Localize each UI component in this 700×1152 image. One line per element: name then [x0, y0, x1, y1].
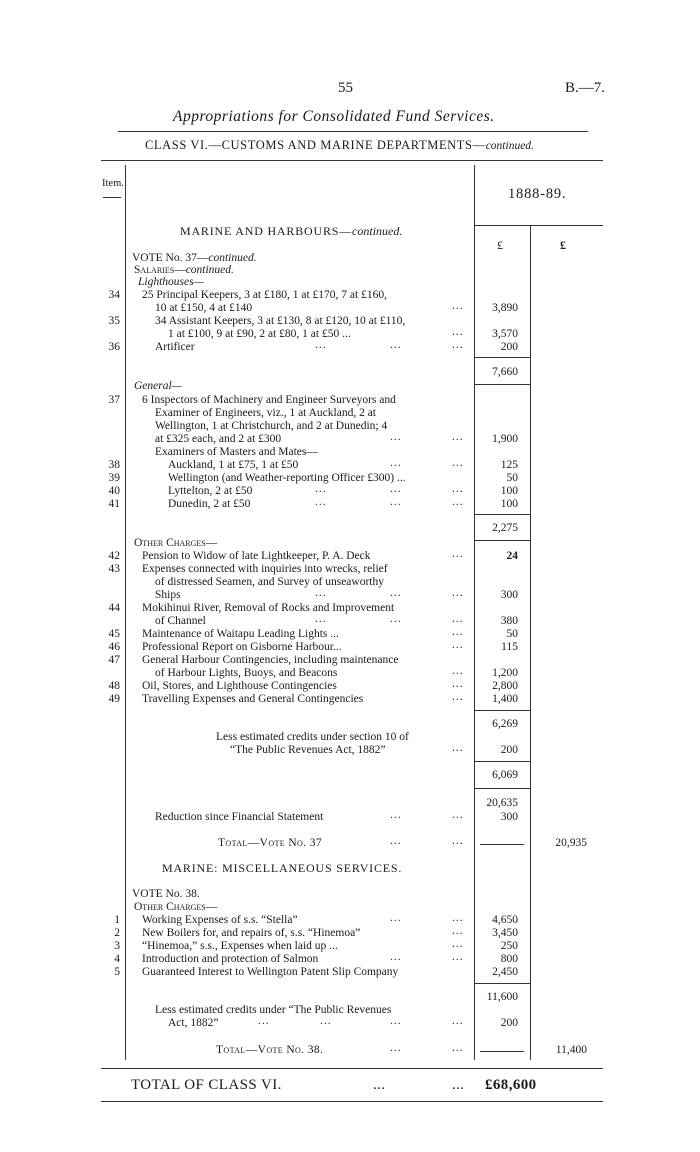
total-vote-37-label: Total—Vote No. 37 — [218, 837, 323, 849]
amount-cell: 24 — [506, 550, 518, 562]
less-credits-line2: “The Public Revenues Act, 1882” — [230, 744, 386, 756]
vote-37-continued: continued. — [208, 252, 257, 264]
entry-line: Auckland, 1 at £75, 1 at £50 — [168, 459, 299, 471]
leader-dots: ... — [452, 1042, 464, 1054]
leader-dots: ... — [452, 326, 464, 338]
item-number: 37 — [108, 394, 120, 406]
year-header-underline — [475, 225, 603, 226]
leader-dots: ... — [452, 587, 464, 599]
pound-sign-column1: £ — [497, 238, 503, 252]
leader-dots: ... — [390, 339, 402, 351]
entry-line: Dunedin, 2 at £50 — [168, 498, 251, 510]
amount-cell: 300 — [500, 589, 518, 601]
item-number: 5 — [114, 966, 120, 978]
leader-dots: ... — [390, 613, 402, 625]
entry-line: Introduction and protection of Salmon — [142, 953, 319, 965]
amount-cell: 50 — [506, 628, 518, 640]
general-heading: General— — [134, 380, 182, 392]
leader-dots: ... — [452, 809, 464, 821]
subtotal-rule — [475, 983, 530, 984]
leader-dots: ... — [452, 496, 464, 508]
amount-cell: 3,570 — [492, 328, 518, 340]
leader-dots: ... — [452, 912, 464, 924]
leader-dots: ... — [390, 1015, 402, 1027]
total-vote-38-label: Total—Vote No. 38. — [216, 1044, 324, 1056]
section-heading-text: MARINE AND HARBOURS— — [180, 224, 353, 238]
footer-top-rule — [101, 1068, 603, 1069]
document-reference: B.—7. — [565, 80, 606, 96]
leader-dots: ... — [452, 742, 464, 754]
item-number: 3 — [114, 940, 120, 952]
item-column-divider — [125, 165, 126, 1060]
entry-line: Artificer — [155, 341, 195, 353]
leader-dots: ... — [452, 431, 464, 443]
item-number: 40 — [108, 485, 120, 497]
item-number: 49 — [108, 693, 120, 705]
entry-line: General Harbour Contingencies, including maintenance — [142, 654, 399, 666]
subtotal-amount: 7,660 — [492, 366, 518, 378]
vote-38-heading: VOTE No. 38. — [132, 888, 200, 900]
class-total-amount: £68,600 — [485, 1077, 537, 1093]
year-column-header: 1888-89. — [508, 186, 567, 202]
class-heading-rule — [101, 160, 603, 161]
item-number: 39 — [108, 472, 120, 484]
entry-line: Mokihinui River, Removal of Rocks and Improvement — [142, 602, 395, 614]
leader-dots: ... — [452, 1077, 465, 1093]
other-charges-heading: Other Charges— — [134, 901, 218, 913]
total-vote-38-amount: 11,400 — [555, 1044, 587, 1056]
entry-line: “Hinemoa,” s.s., Expenses when laid up ... — [142, 940, 338, 952]
item-column-header: Item. — [102, 178, 124, 189]
amount-cell: 2,450 — [492, 966, 518, 978]
pound-sign-column2: £ — [560, 238, 566, 252]
leader-dots: ... — [452, 457, 464, 469]
subtotal-rule — [475, 540, 530, 541]
total-vote-37-amount: 20,935 — [555, 837, 587, 849]
leader-dots: ... — [452, 665, 464, 677]
item-number: 34 — [108, 289, 120, 301]
leader-dots: ... — [452, 925, 464, 937]
leader-dots: ... — [390, 457, 402, 469]
amount1-left-divider — [474, 165, 475, 1060]
entry-line: Oil, Stores, and Lighthouse Contingencies — [142, 680, 337, 692]
item-number: 4 — [114, 953, 120, 965]
amount-cell: 125 — [500, 459, 518, 471]
entry-line: of Channel — [155, 615, 206, 627]
leader-dots: ... — [452, 626, 464, 638]
item-number: 41 — [108, 498, 120, 510]
item-number: 1 — [114, 914, 120, 926]
item-number: 36 — [108, 341, 120, 353]
entry-line: Pension to Widow of late Lightkeeper, P. A. Deck — [142, 550, 371, 562]
entry-line: Travelling Expenses and General Contingencies — [142, 693, 364, 705]
subtotal-rule — [475, 710, 530, 711]
entry-line: Professional Report on Gisborne Harbour... — [142, 641, 342, 653]
reduction-label: Reduction since Financial Statement — [155, 811, 324, 823]
entry-line: Wellington, 1 at Christchurch, and 2 at Dunedin; 4 — [155, 420, 388, 432]
leader-dots: ... — [452, 835, 464, 847]
leader-dots: ... — [452, 938, 464, 950]
entry-line: at £325 each, and 2 at £300 — [155, 433, 282, 445]
amount-cell: 800 — [500, 953, 518, 965]
leader-dots: ... — [452, 1015, 464, 1027]
item-number: 43 — [108, 563, 120, 575]
leader-dots: ... — [315, 613, 327, 625]
amount-cell: 3,890 — [492, 302, 518, 314]
footer-bottom-rule — [101, 1101, 603, 1102]
other-charges-heading: Other Charges— — [134, 537, 218, 549]
section-heading-marine-misc: MARINE: MISCELLANEOUS SERVICES. — [162, 861, 403, 875]
class-heading-text: CLASS VI.—CUSTOMS AND MARINE DEPARTMENTS— — [145, 138, 486, 152]
entry-line: Lyttelton, 2 at £50 — [168, 485, 253, 497]
amount-cell: 1,400 — [492, 693, 518, 705]
subtotal-amount: 6,069 — [492, 769, 518, 781]
entry-line: 10 at £150, 4 at £140 — [155, 302, 253, 314]
amount-cell: 100 — [500, 485, 518, 497]
leader-dots: ... — [452, 548, 464, 560]
class-heading-continued: continued. — [485, 140, 534, 152]
salaries-label: Salaries— — [134, 264, 186, 276]
entry-line: Examiner of Engineers, viz., 1 at Auckland, 2 at — [155, 407, 376, 419]
sum-amount: 20,635 — [486, 797, 518, 809]
entry-line: Guaranteed Interest to Wellington Patent Slip Company — [142, 966, 399, 978]
leader-dots: ... — [390, 809, 402, 821]
leader-dots: ... — [258, 1015, 270, 1027]
subtotal-amount: 2,275 — [492, 522, 518, 534]
amount-cell: 100 — [500, 498, 518, 510]
item-number: 45 — [108, 628, 120, 640]
subtotal-amount: 11,600 — [486, 991, 518, 1003]
section-heading-continued: continued. — [352, 224, 403, 238]
leader-dots: ... — [390, 835, 402, 847]
examiners-heading: Examiners of Masters and Mates— — [155, 446, 318, 458]
reduction-amount: 300 — [500, 811, 518, 823]
leader-dots: ... — [390, 587, 402, 599]
amount-cell: 115 — [501, 641, 518, 653]
leader-dots: ... — [390, 431, 402, 443]
item-number: 46 — [108, 641, 120, 653]
entry-line: 1 at £100, 9 at £90, 2 at £80, 1 at £50 ... — [168, 328, 351, 340]
entry-line: Wellington (and Weather-reporting Officer £300) ... — [168, 472, 406, 484]
leader-dots: ... — [373, 1077, 386, 1093]
total-dash — [480, 844, 524, 845]
class-heading — [145, 138, 534, 153]
amount-cell: 4,650 — [492, 914, 518, 926]
entry-line: Maintenance of Waitapu Leading Lights ... — [142, 628, 339, 640]
leader-dots: ... — [315, 339, 327, 351]
page-number: 55 — [338, 80, 353, 96]
subtotal-amount: 6,269 — [492, 718, 518, 730]
amount-cell: 250 — [500, 940, 518, 952]
amount1-right-divider — [530, 225, 531, 1060]
leader-dots: ... — [315, 483, 327, 495]
entry-line: Ships — [155, 589, 181, 601]
vote-37-label: VOTE No. 37— — [132, 252, 209, 264]
amount-cell: 2,800 — [492, 680, 518, 692]
title-rule — [118, 131, 588, 132]
leader-dots: ... — [315, 496, 327, 508]
amount-cell: 200 — [500, 341, 518, 353]
entry-line: 34 Assistant Keepers, 3 at £130, 8 at £120, 10 at £110, — [155, 315, 406, 327]
leader-dots: ... — [320, 1015, 332, 1027]
leader-dots: ... — [390, 1042, 402, 1054]
section-heading-marine-harbours — [180, 225, 402, 238]
amount-cell: 380 — [500, 615, 518, 627]
leader-dots: ... — [452, 951, 464, 963]
leader-dots: ... — [452, 339, 464, 351]
subtotal-rule — [475, 357, 530, 358]
item-number: 44 — [108, 602, 120, 614]
leader-dots: ... — [452, 639, 464, 651]
leader-dots: ... — [452, 678, 464, 690]
less-credits-line1: Less estimated credits under “The Public Revenues — [155, 1004, 392, 1016]
entry-line: 6 Inspectors of Machinery and Engineer Surveyors and — [142, 394, 396, 406]
leader-dots: ... — [315, 587, 327, 599]
class-total-label: TOTAL OF CLASS VI. — [131, 1077, 282, 1093]
less-credits-amount: 200 — [500, 1017, 518, 1029]
leader-dots: ... — [452, 691, 464, 703]
entry-line: Working Expenses of s.s. “Stella” — [142, 914, 298, 926]
leader-dots: ... — [390, 483, 402, 495]
item-number: 35 — [108, 315, 120, 327]
leader-dots: ... — [390, 951, 402, 963]
subtotal-rule — [475, 761, 530, 762]
entry-line: New Boilers for, and repairs of, s.s. “Hinemoa” — [142, 927, 361, 939]
leader-dots: ... — [452, 300, 464, 312]
less-credits-amount: 200 — [500, 744, 518, 756]
item-header-underline — [103, 197, 121, 198]
subtotal-rule — [475, 514, 530, 515]
item-number: 48 — [108, 680, 120, 692]
entry-line: Expenses connected with inquiries into wrecks, relief — [142, 563, 388, 575]
subtotal-rule — [475, 384, 530, 385]
page-title: Appropriations for Consolidated Fund Services. — [173, 108, 495, 125]
amount-cell: 1,200 — [492, 667, 518, 679]
entry-line: of distressed Seamen, and Survey of unseaworthy — [155, 576, 384, 588]
leader-dots: ... — [452, 483, 464, 495]
total-dash — [480, 1051, 524, 1052]
entry-line: 25 Principal Keepers, 3 at £180, 1 at £170, 7 at £160, — [142, 289, 387, 301]
subtotal-rule — [475, 788, 530, 789]
lighthouses-heading: Lighthouses— — [138, 276, 204, 288]
salaries-continued: continued. — [185, 264, 234, 276]
less-credits-line1: Less estimated credits under section 10 of — [216, 731, 409, 743]
item-number: 2 — [114, 927, 120, 939]
amount-cell: 50 — [506, 472, 518, 484]
item-number: 42 — [108, 550, 120, 562]
amount-cell: 1,900 — [492, 433, 518, 445]
leader-dots: ... — [390, 496, 402, 508]
leader-dots: ... — [390, 912, 402, 924]
entry-line: of Harbour Lights, Buoys, and Beacons — [155, 667, 338, 679]
item-number: 47 — [108, 654, 120, 666]
less-credits-line2: Act, 1882” — [168, 1017, 219, 1029]
item-number: 38 — [108, 459, 120, 471]
leader-dots: ... — [452, 613, 464, 625]
amount-cell: 3,450 — [492, 927, 518, 939]
